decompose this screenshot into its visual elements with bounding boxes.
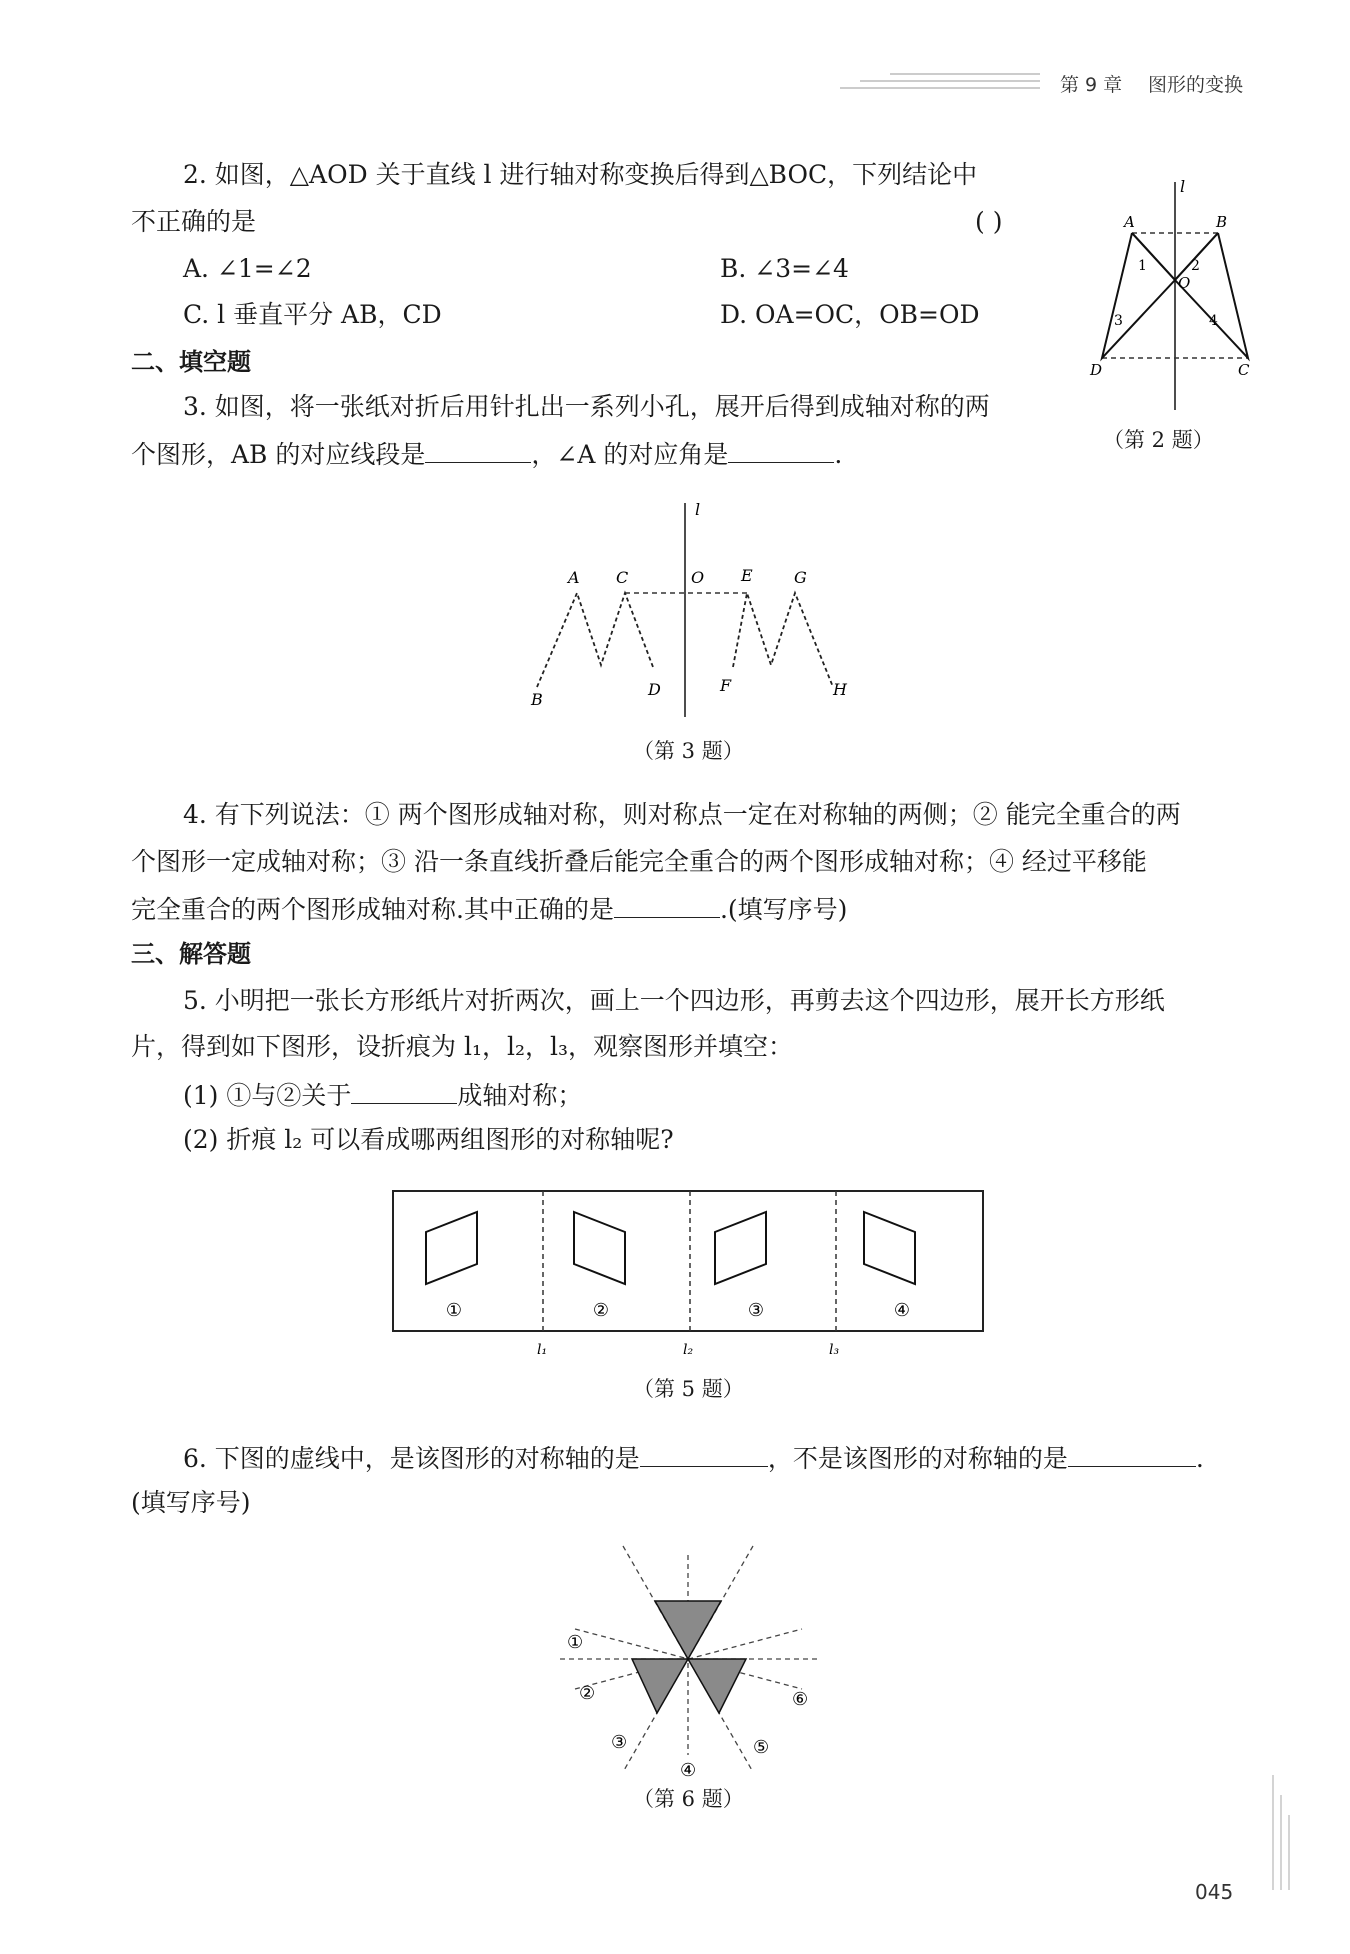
q2-figure: [1080, 170, 1280, 420]
q5-fold-label-2: l₂: [683, 1342, 694, 1358]
q6-axis-label-3: ③: [611, 1732, 628, 1753]
q6-right-triangle: [688, 1659, 746, 1713]
q2-answer-paren: ( ): [975, 207, 1003, 236]
q3-right-zigzag: [733, 593, 833, 687]
q2-label-D: D: [1090, 361, 1103, 379]
q6-left-triangle: [632, 1659, 688, 1713]
section3-title: 三、解答题: [131, 940, 251, 968]
q5-sub1-part1: (1) ①与②关于: [183, 1081, 352, 1110]
q3-label-l: l: [695, 500, 701, 519]
q3-left-zigzag: [537, 593, 653, 687]
q6-axis-label-5: ⑤: [753, 1737, 770, 1758]
q5-quad-1: [426, 1212, 477, 1284]
q5-quad-3: [715, 1212, 766, 1284]
q4-line1: 4. 有下列说法：① 两个图形成轴对称，则对称点一定在对称轴的两侧；② 能完全重合的两: [183, 800, 1181, 829]
q5-panel-label-4: ④: [893, 1300, 911, 1321]
q4-line3-part2: .(填写序号): [719, 895, 848, 924]
q5-panel-label-2: ②: [592, 1300, 610, 1321]
q2-angle-1: 1: [1138, 258, 1147, 274]
q6-line1: [183, 1440, 1204, 1476]
q5-sub2: (2) 折痕 l₂ 可以看成哪两组图形的对称轴呢?: [183, 1125, 674, 1154]
q3-label-O: O: [691, 568, 705, 587]
q3-label-E: E: [741, 566, 753, 585]
q5-caption: （第 5 题）: [633, 1377, 744, 1401]
q5-sub1: [183, 1077, 582, 1113]
q5-sub1-part2: 成轴对称；: [457, 1081, 583, 1110]
page-edge-rules: [1255, 1775, 1295, 1895]
q3-figure: [515, 495, 875, 720]
header-rule-lines: [840, 70, 1040, 92]
q3-label-G: G: [794, 568, 807, 587]
q3-line2-part3: .: [834, 440, 843, 469]
section2-title: 二、填空题: [131, 348, 251, 376]
q5-panel-label-1: ①: [445, 1300, 463, 1321]
q3-label-D: D: [648, 680, 661, 699]
q6-line2: (填写序号): [131, 1488, 251, 1517]
q5-sub1-blank[interactable]: [351, 1077, 457, 1104]
q3-label-C: C: [616, 568, 629, 587]
q3-line2-part2: ，∠A 的对应角是: [531, 440, 729, 469]
q5-quad-2: [574, 1212, 625, 1284]
q5-fold-label-3: l₃: [829, 1342, 840, 1358]
q6-axis-label-4: ④: [680, 1760, 697, 1780]
q6-top-triangle: [655, 1601, 721, 1659]
q4-line2: 个图形一定成轴对称；③ 沿一条直线折叠后能完全重合的两个图形成轴对称；④ 经过平移能: [131, 847, 1147, 876]
q2-label-B: B: [1216, 213, 1228, 231]
q2-label-O: O: [1178, 274, 1191, 292]
q2-option-a: A. ∠1=∠2: [183, 254, 312, 283]
q2-triangle-boc: [1175, 233, 1248, 358]
q3-line1: 3. 如图，将一张纸对折后用针扎出一系列小孔，展开后得到成轴对称的两: [183, 392, 990, 421]
q2-angle-4: 4: [1209, 313, 1218, 329]
q3-label-H: H: [833, 680, 847, 699]
page-number: 045: [1195, 1880, 1234, 1904]
q6-figure: [545, 1540, 835, 1780]
q2-label-A: A: [1124, 213, 1135, 231]
header-chapter: 第 9 章: [1060, 74, 1123, 96]
q5-panel-label-3: ③: [747, 1300, 765, 1321]
q4-line3: [131, 891, 847, 927]
q2-triangle-aod: [1102, 233, 1175, 358]
header-title: 图形的变换: [1148, 74, 1244, 96]
q6-blank-axes[interactable]: [640, 1440, 768, 1467]
q5-figure: [390, 1188, 990, 1368]
q2-option-b: B. ∠3=∠4: [720, 254, 849, 283]
q6-blank-not-axes[interactable]: [1068, 1440, 1196, 1467]
q2-option-d: D. OA=OC，OB=OD: [720, 300, 980, 329]
q5-quad-4: [864, 1212, 915, 1284]
q3-label-B: B: [531, 690, 543, 709]
q2-option-c: C. l 垂直平分 AB，CD: [183, 300, 442, 329]
q3-label-A: A: [568, 568, 580, 587]
q5-line2: 片，得到如下图形，设折痕为 l₁，l₂，l₃，观察图形并填空：: [131, 1032, 794, 1061]
q2-label-l: l: [1180, 177, 1186, 196]
q6-line1-part1: 6. 下图的虚线中，是该图形的对称轴的是: [183, 1444, 640, 1473]
q6-line1-part2: ，不是该图形的对称轴的是: [767, 1444, 1068, 1473]
q3-blank-segment[interactable]: [425, 436, 531, 463]
q2-line1: 2. 如图，△AOD 关于直线 l 进行轴对称变换后得到△BOC，下列结论中: [183, 160, 978, 189]
q6-line1-part3: .: [1195, 1444, 1204, 1473]
q3-line2-part1: 个图形，AB 的对应线段是: [131, 440, 426, 469]
q3-label-F: F: [720, 676, 732, 695]
q5-line1: 5. 小明把一张长方形纸片对折两次，画上一个四边形，再剪去这个四边形，展开长方形纸: [183, 986, 1165, 1015]
q6-axis-label-1: ①: [567, 1632, 584, 1653]
q5-fold-label-1: l₁: [537, 1342, 548, 1358]
q2-line2: 不正确的是: [131, 207, 257, 236]
q2-angle-2: 2: [1191, 258, 1200, 274]
q3-caption: （第 3 题）: [633, 739, 744, 763]
q6-caption: （第 6 题）: [633, 1787, 744, 1811]
q6-axis-label-6: ⑥: [792, 1689, 809, 1710]
q6-axis-label-2: ②: [579, 1683, 596, 1704]
q2-angle-3: 3: [1114, 313, 1123, 329]
q3-line2: [131, 436, 842, 472]
q2-label-C: C: [1238, 361, 1250, 379]
q4-line3-part1: 完全重合的两个图形成轴对称.其中正确的是: [131, 895, 614, 924]
q2-caption: （第 2 题）: [1103, 428, 1214, 452]
q3-blank-angle[interactable]: [728, 436, 834, 463]
q4-answer-blank[interactable]: [614, 891, 720, 918]
